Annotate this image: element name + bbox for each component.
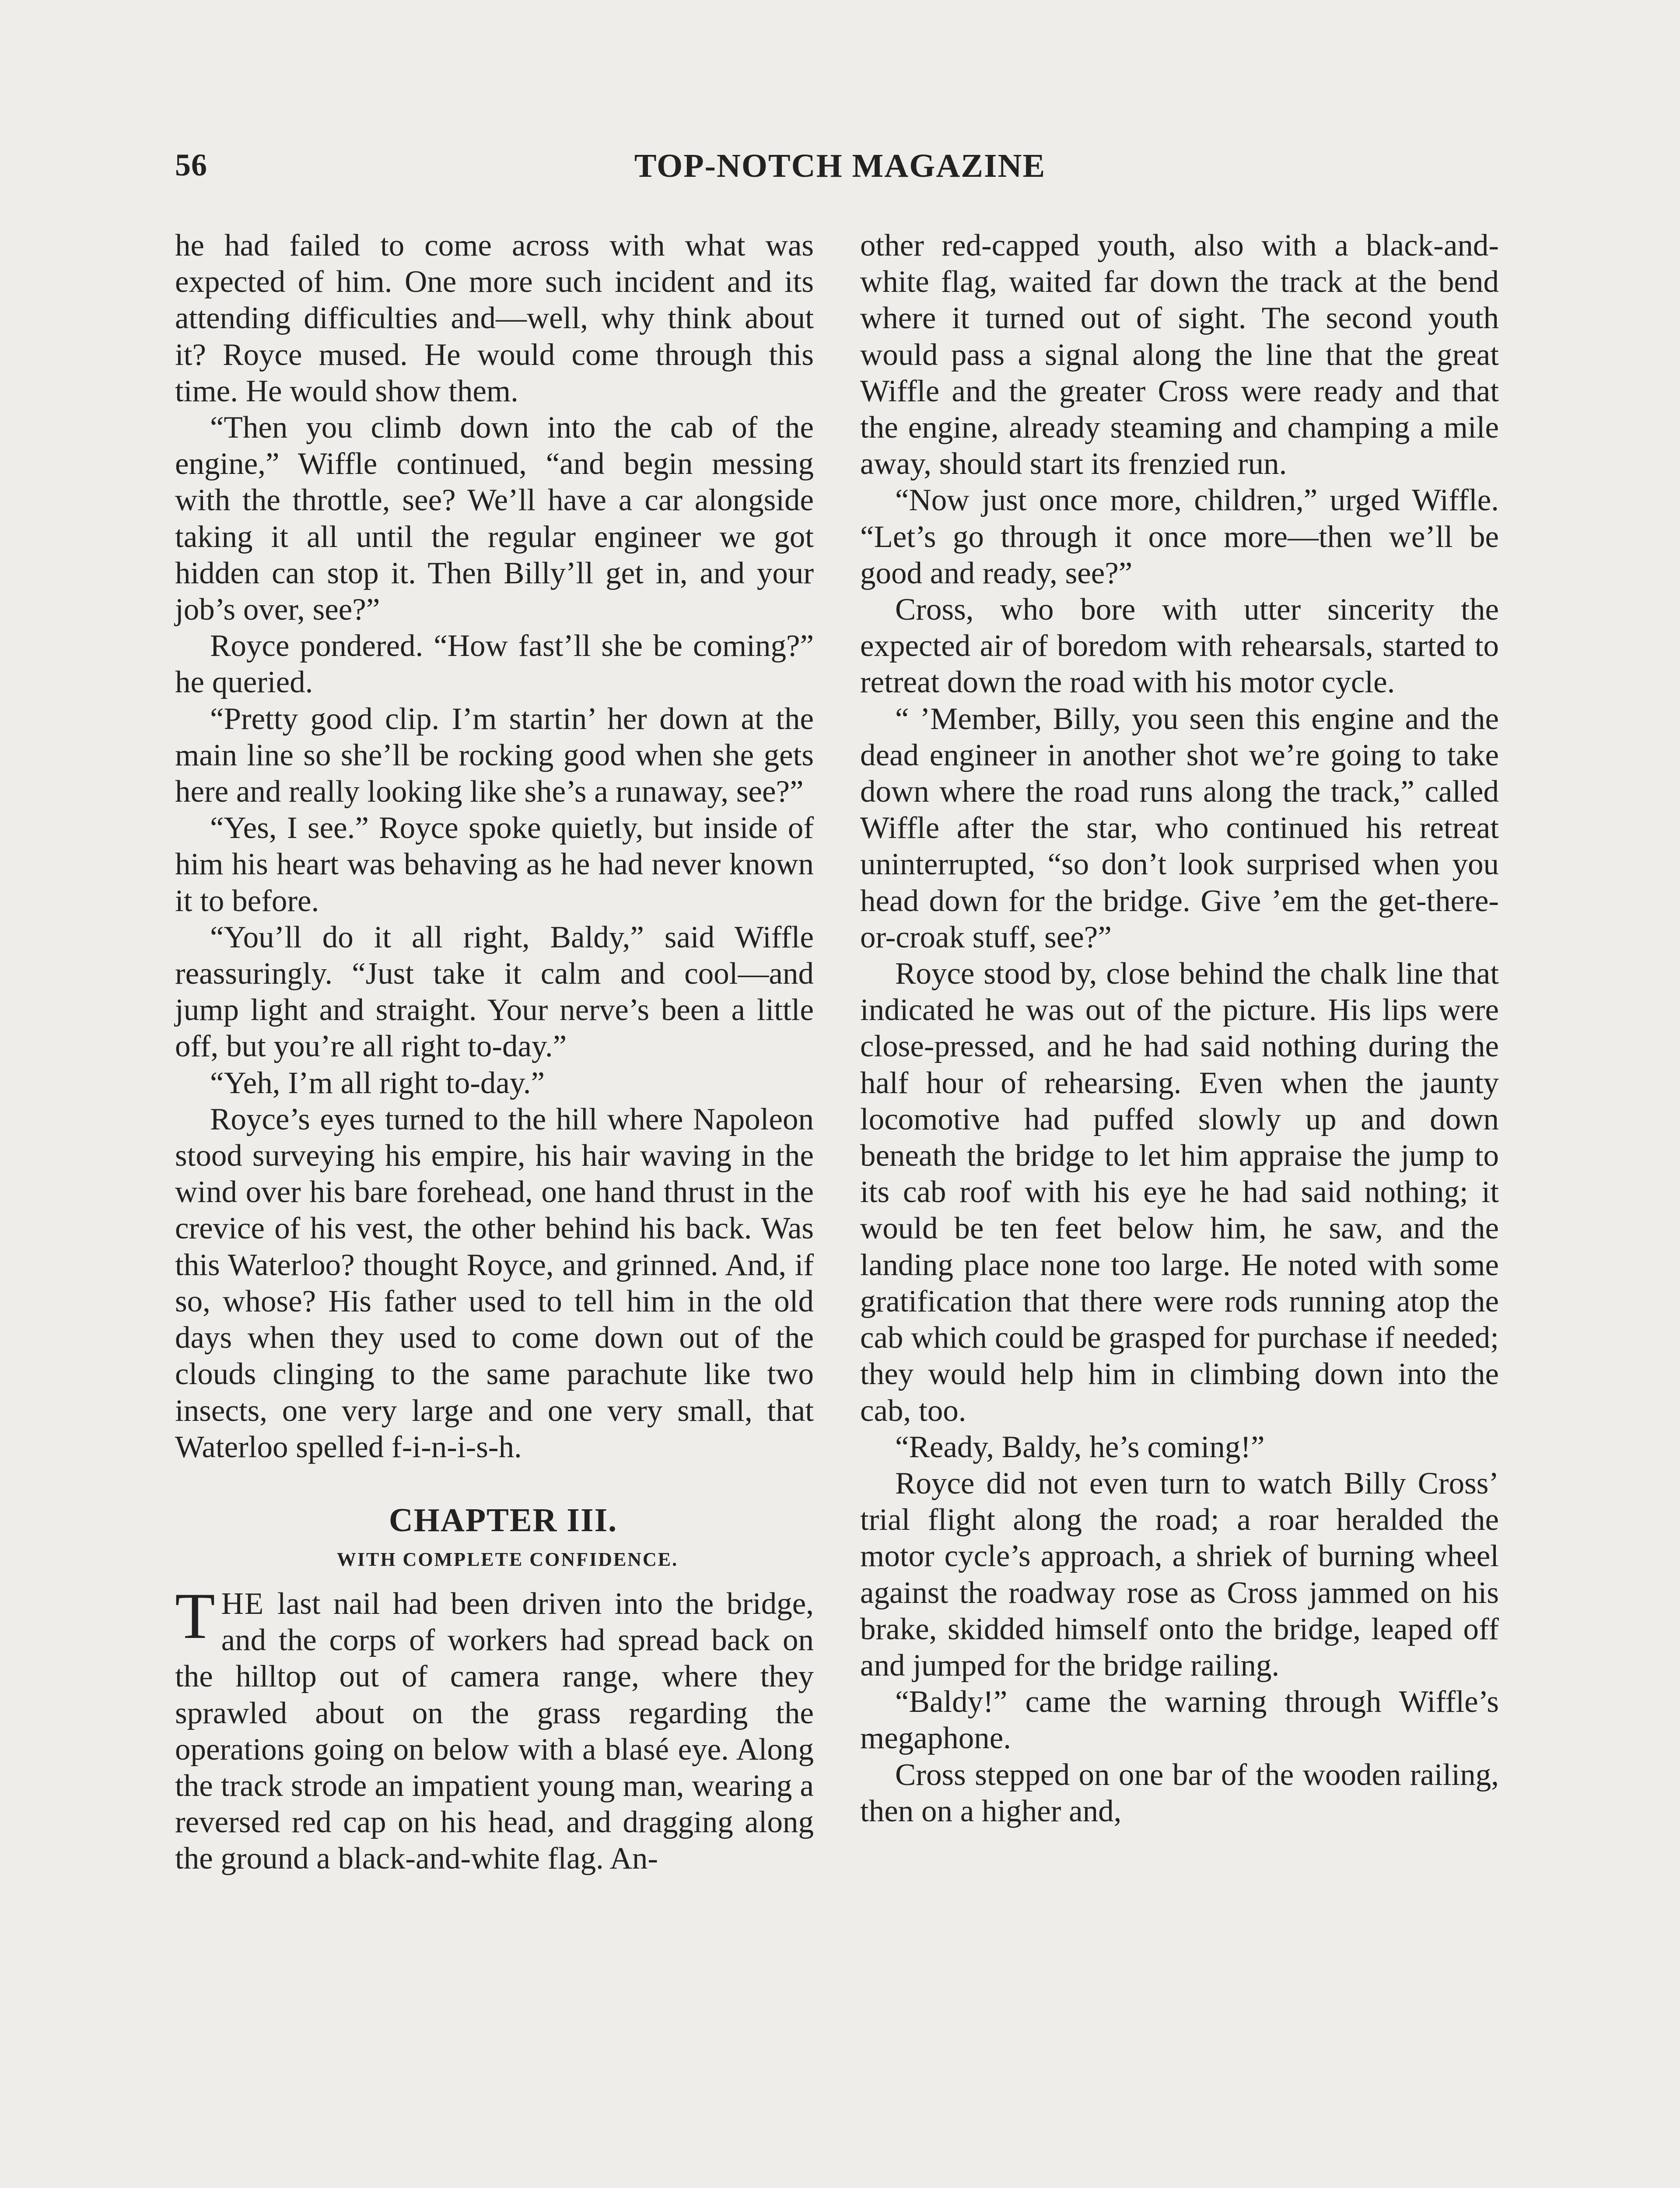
paragraph: “Baldy!” came the warning through Wiffle’s megaphone.	[860, 1685, 1499, 1756]
right-column	[860, 228, 1499, 1830]
page-number: 56	[175, 147, 207, 182]
paragraph: “ ’Member, Billy, you seen this engine and the dead engineer in another shot we’re going to take down where the road runs along the track,” called Wiffle after the star, who continued his retreat uninterrupted, “so don’t look surprised when you head down for the bridge. Give ’em the get-there-or-croak stuff, see?”	[860, 701, 1499, 954]
paragraph: Cross, who bore with utter sincerity the expected air of boredom with rehearsals, started to retreat down the road with his motor cycle.	[860, 593, 1499, 700]
chapter-opening-paragraph	[175, 1579, 814, 1877]
chapter-header	[175, 1498, 814, 1577]
magazine-title: TOP-NOTCH MAGAZINE	[634, 147, 1046, 184]
chapter-subtitle: WITH COMPLETE CONFIDENCE.	[336, 1548, 679, 1570]
paragraph: “Yeh, I’m all right to-day.”	[210, 1066, 545, 1100]
opening-paragraph-text: last nail had been driven into the bridge, and the corps of workers had spread back on the hilltop out of camera range, where they sprawled about on the grass regarding the operations going on below with a blasé eye. Along the track strode an impatient young man, wearing a reversed red cap on his head, and dragging along the ground a black-and-white flag. An-	[175, 1586, 814, 1876]
paragraph: “Now just once more, children,” urged Wiffle. “Let’s go through it once more—then we’ll be good and ready, see?”	[860, 483, 1499, 590]
paragraph: “Then you climb down into the cab of the engine,” Wiffle continued, “and begin messing with the throttle, see? We’ll have a car alongside taking it all until the regular engineer we got hidden can stop it. Then Billy’ll get in, and your job’s over, see?”	[175, 410, 814, 627]
paragraph: Royce did not even turn to watch Billy Cross’ trial flight along the road; a roar heralded the motor cycle’s approach, a shriek of burning wheel against the roadway rose as Cross jammed on his brake, skidded himself onto the bridge, leaped off and jumped for the bridge railing.	[860, 1466, 1499, 1683]
paragraph: other red-capped youth, also with a black-and-white flag, waited far down the track at the bend where it turned out of sight. The second youth would pass a signal along the line that the great Wiffle and the greater Cross were ready and that the engine, already steaming and champing a mile away, should start its frenzied run.	[860, 228, 1499, 481]
paragraph: Cross stepped on one bar of the wooden railing, then on a higher and,	[860, 1757, 1499, 1828]
paragraph: “You’ll do it all right, Baldy,” said Wiffle reassuringly. “Just take it calm and cool—and jump light and straight. Your nerve’s been a little off, but you’re all right to-day.”	[175, 920, 814, 1064]
paragraph: Royce’s eyes turned to the hill where Napoleon stood surveying his empire, his hair waving in the wind over his bare forehead, one hand thrust in the crevice of his vest, the other behind his back. Was this Waterloo? thought Royce, and grinned. And, if so, whose? His father used to tell him in the old days when they used to come down out of the clouds clinging to the same parachute like two insects, one very large and one very small, that Waterloo spelled f-i-n-i-s-h.	[175, 1102, 814, 1464]
opening-small-caps: HE	[221, 1586, 265, 1621]
paragraph: he had failed to come across with what was expected of him. One more such incident and its attending difficulties and—well, why think about it? Royce mused. He would come through this time. He would show them.	[175, 228, 814, 408]
paragraph: Royce pondered. “How fast’ll she be coming?” he queried.	[175, 629, 814, 700]
paragraph: “Pretty good clip. I’m startin’ her down at the main line so she’ll be rocking good when she gets here and really looking like she’s a runaway, see?”	[175, 701, 814, 809]
chapter-heading: CHAPTER III.	[388, 1501, 618, 1539]
paragraph: “Yes, I see.” Royce spoke quietly, but inside of him his heart was behaving as he had never known it to before.	[175, 811, 814, 918]
left-column	[175, 228, 814, 1877]
page-header	[175, 147, 1505, 200]
paragraph: Royce stood by, close behind the chalk line that indicated he was out of the picture. His lips were close-pressed, and he had said nothing during the half hour of rehearsing. Even when the jaunty locomotive had puffed slowly up and down beneath the bridge to let him appraise the jump to its cab roof with his eye he had said nothing; it would be ten feet below him, he saw, and the landing place none too large. He noted with some gratification that there were rods running atop the cab which could be grasped for purchase if needed; they would help him in climbing down into the cab, too.	[860, 957, 1499, 1428]
paragraph: “Ready, Baldy, he’s coming!”	[895, 1430, 1265, 1464]
drop-cap: T	[175, 1579, 215, 1652]
